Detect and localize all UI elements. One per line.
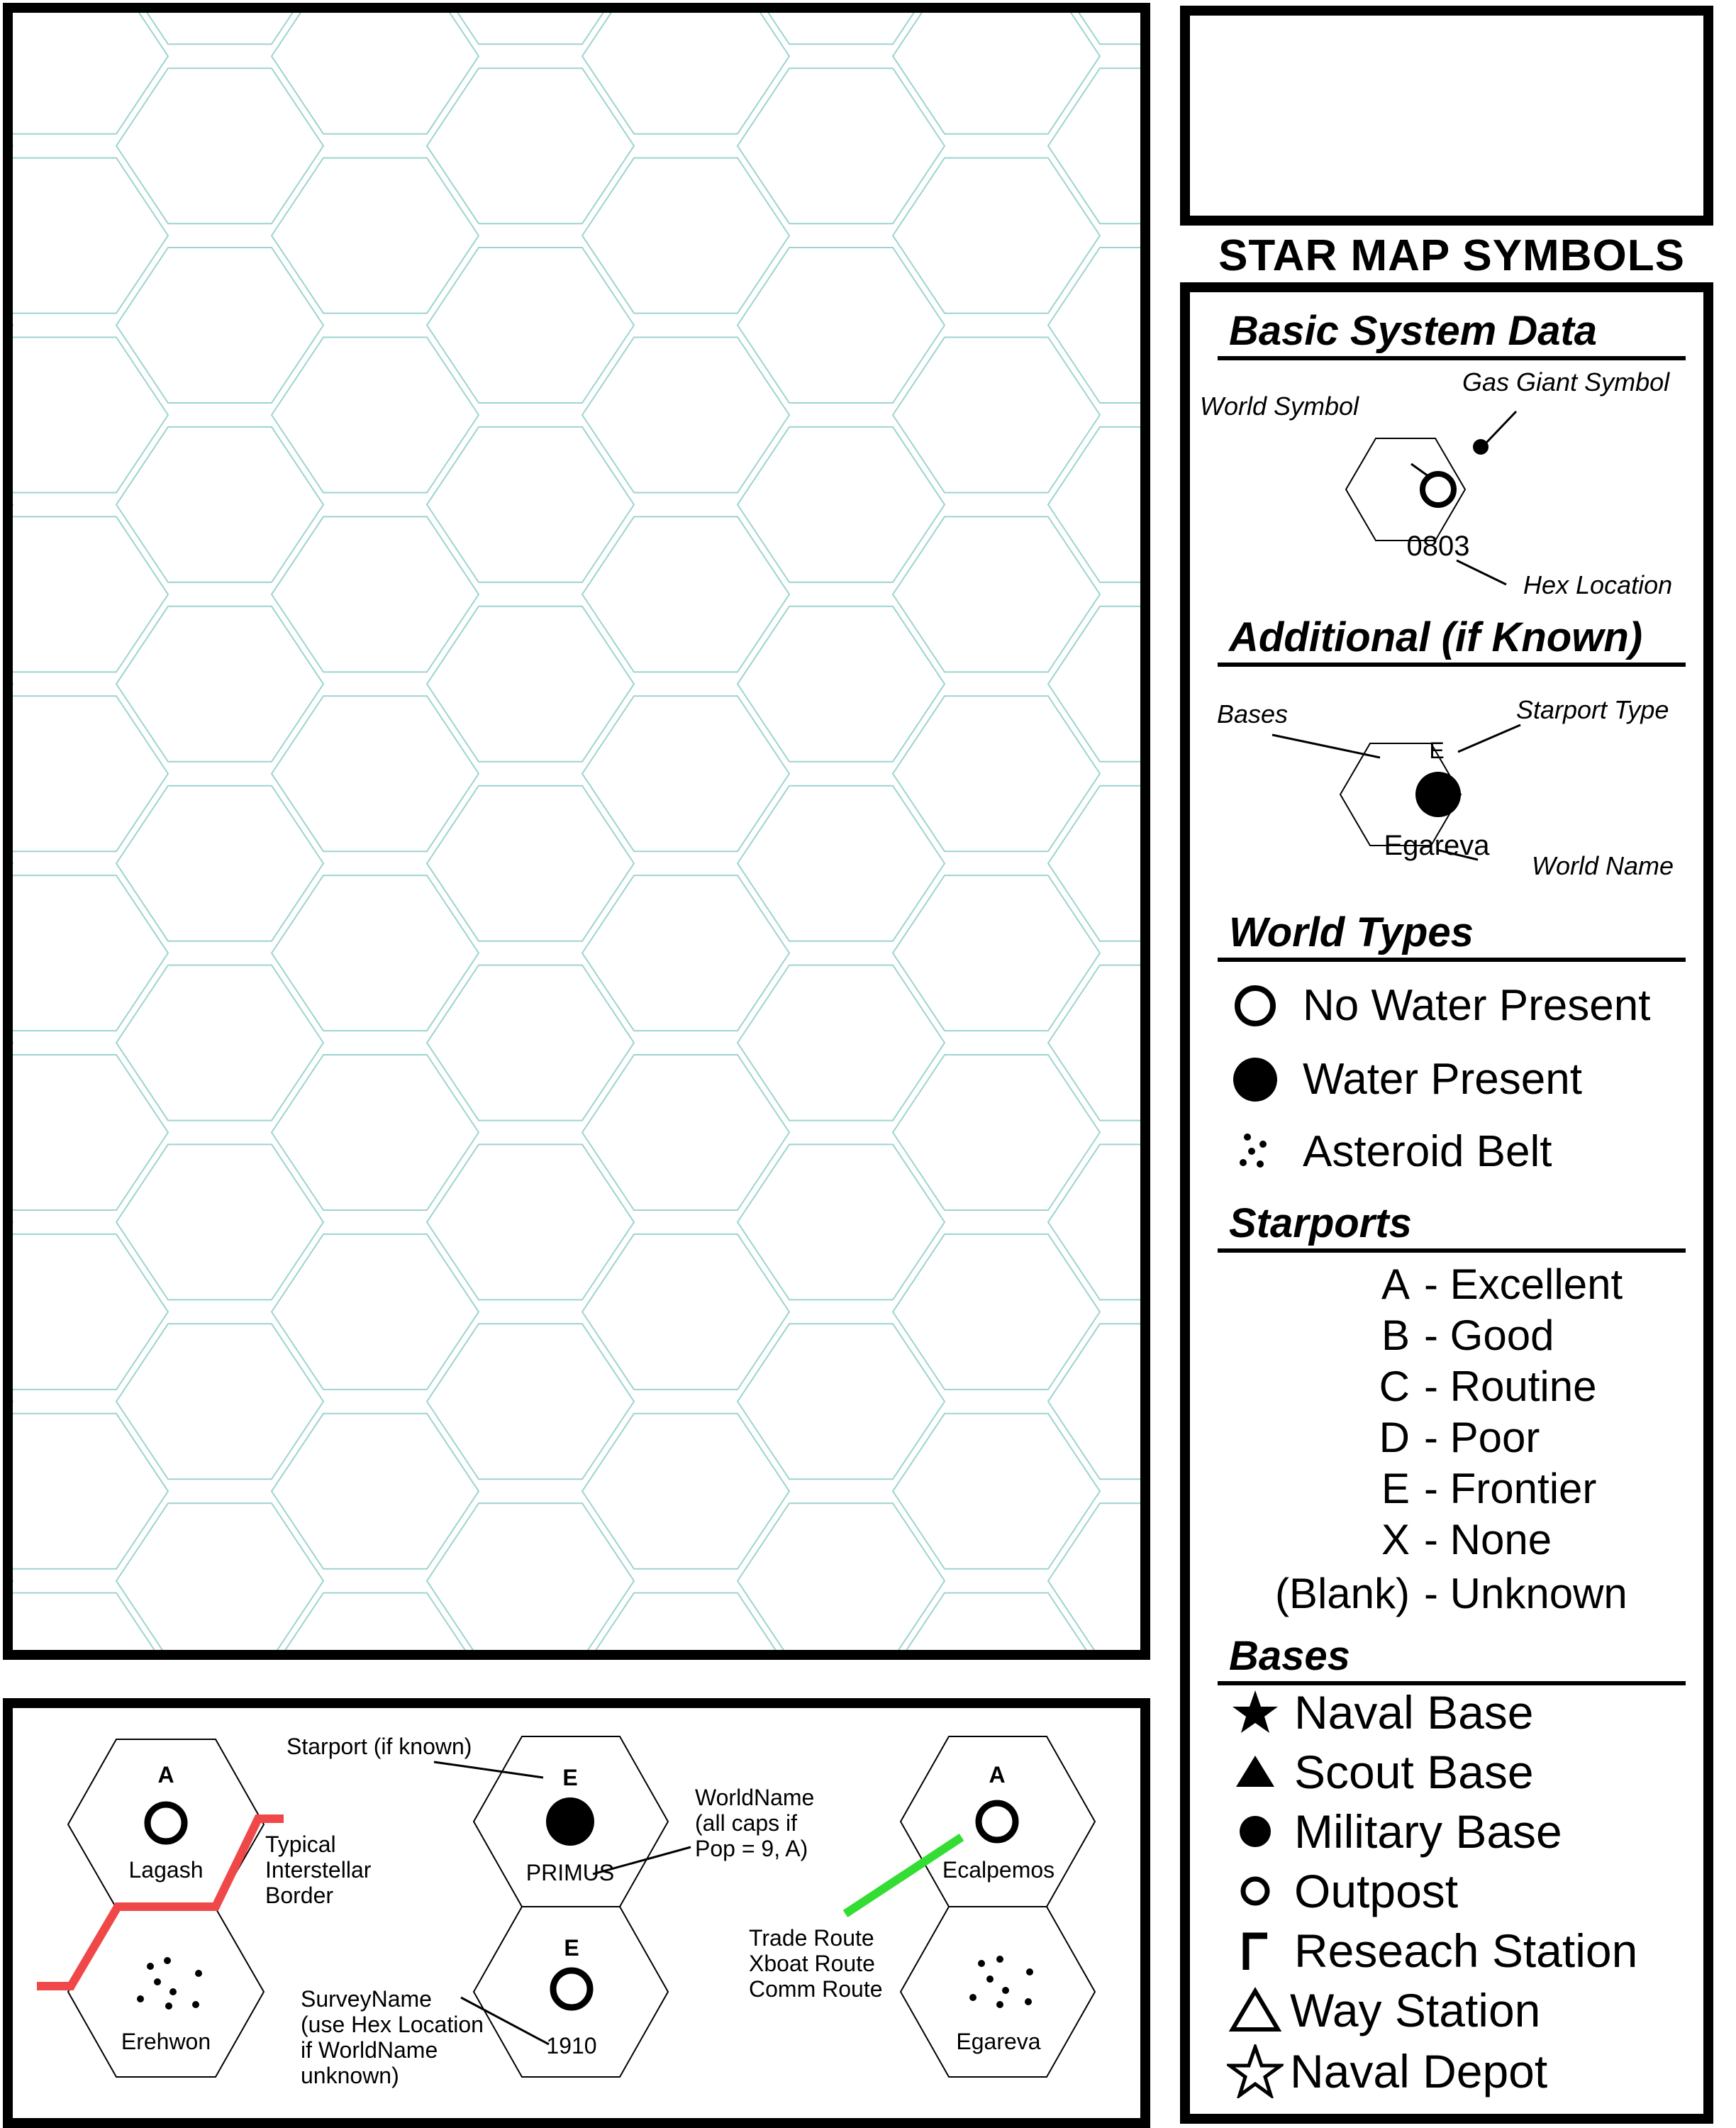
base-label: Scout Base bbox=[1294, 1746, 1534, 1798]
starport-separator: - bbox=[1424, 1363, 1438, 1410]
survey-starport: E bbox=[564, 1935, 579, 1961]
base-label: Military Base bbox=[1294, 1805, 1562, 1858]
worldname-note: WorldName (all caps if Pop = 9, A) bbox=[695, 1785, 815, 1861]
ecalpemos-starport: A bbox=[989, 1762, 1006, 1788]
starport-separator: - bbox=[1424, 1414, 1438, 1461]
base-label: Reseach Station bbox=[1294, 1924, 1638, 1977]
additional-heading: Additional (if Known) bbox=[1218, 613, 1686, 667]
world-types-heading: World Types bbox=[1218, 908, 1686, 962]
primus-starport: E bbox=[562, 1765, 578, 1790]
starport-desc: Poor bbox=[1450, 1414, 1540, 1461]
hex-location-label: Hex Location bbox=[1523, 570, 1673, 599]
world-type-label: Asteroid Belt bbox=[1303, 1127, 1552, 1176]
border-note: Typical Interstellar Border bbox=[265, 1831, 372, 1908]
base-label: Naval Depot bbox=[1290, 2045, 1548, 2097]
additional-starport-letter: E bbox=[1429, 738, 1445, 763]
starport-desc: Frontier bbox=[1450, 1465, 1597, 1512]
starport-code: B bbox=[1381, 1312, 1410, 1359]
erehwon-name: Erehwon bbox=[121, 2029, 211, 2054]
starport-code: A bbox=[1381, 1260, 1410, 1308]
starport-separator: - bbox=[1424, 1260, 1438, 1308]
world-name-label: World Name bbox=[1532, 851, 1674, 880]
starport-desc: Routine bbox=[1450, 1363, 1597, 1410]
survey-world-icon bbox=[553, 1971, 590, 2007]
starport-desc: Excellent bbox=[1450, 1260, 1623, 1308]
ecalpemos-world-icon bbox=[979, 1803, 1016, 1840]
starport-code: C bbox=[1379, 1363, 1410, 1410]
additional-world-name: Egareva bbox=[1384, 830, 1490, 861]
starport-note: Starport (if known) bbox=[286, 1734, 472, 1759]
world-type-label: No Water Present bbox=[1303, 981, 1651, 1030]
egareva-asteroid-icon bbox=[969, 1956, 1033, 2008]
bases-heading: Bases bbox=[1218, 1631, 1686, 1685]
world-symbol-label: World Symbol bbox=[1200, 392, 1359, 421]
bases-label: Bases bbox=[1217, 699, 1289, 728]
primus-world-icon bbox=[546, 1797, 594, 1846]
starport-code: D bbox=[1379, 1414, 1410, 1461]
ecalpemos-name: Ecalpemos bbox=[942, 1857, 1055, 1883]
starport-code: (Blank) bbox=[1274, 1570, 1410, 1617]
starport-desc: None bbox=[1450, 1516, 1552, 1563]
route-note: Trade Route Xboat Route Comm Route bbox=[749, 1925, 883, 2002]
starport-code: E bbox=[1381, 1465, 1410, 1512]
base-label: Outpost bbox=[1294, 1865, 1459, 1917]
starport-separator: - bbox=[1424, 1570, 1438, 1617]
starport-desc: Good bbox=[1450, 1312, 1554, 1359]
egareva-name: Egareva bbox=[956, 2029, 1041, 2054]
base-label: Way Station bbox=[1290, 1984, 1541, 2036]
lagash-starport: A bbox=[157, 1762, 174, 1788]
starport-separator: - bbox=[1424, 1465, 1438, 1512]
lagash-name: Lagash bbox=[128, 1857, 204, 1883]
primus-name: PRIMUS bbox=[525, 1860, 615, 1885]
starports-heading: Starports bbox=[1218, 1199, 1686, 1253]
gas-giant-label: Gas Giant Symbol bbox=[1462, 367, 1670, 397]
base-label: Naval Base bbox=[1294, 1686, 1534, 1739]
starport-separator: - bbox=[1424, 1312, 1438, 1359]
erehwon-asteroid-icon bbox=[137, 1957, 202, 2010]
starport-separator: - bbox=[1424, 1516, 1438, 1563]
world-type-label: Water Present bbox=[1303, 1055, 1582, 1104]
hex-location-number: 0803 bbox=[1406, 531, 1470, 562]
starport-desc: Unknown bbox=[1450, 1570, 1628, 1617]
survey-note: SurveyName (use Hex Location if WorldName unknown) bbox=[301, 1986, 484, 2088]
survey-name: 1910 bbox=[546, 2033, 597, 2058]
legend-title: STAR MAP SYMBOLS bbox=[1218, 231, 1685, 280]
starport-code: X bbox=[1381, 1516, 1410, 1563]
lagash-world-icon bbox=[148, 1805, 184, 1841]
starport-type-label: Starport Type bbox=[1516, 695, 1669, 724]
basic-system-data-heading: Basic System Data bbox=[1218, 306, 1686, 360]
